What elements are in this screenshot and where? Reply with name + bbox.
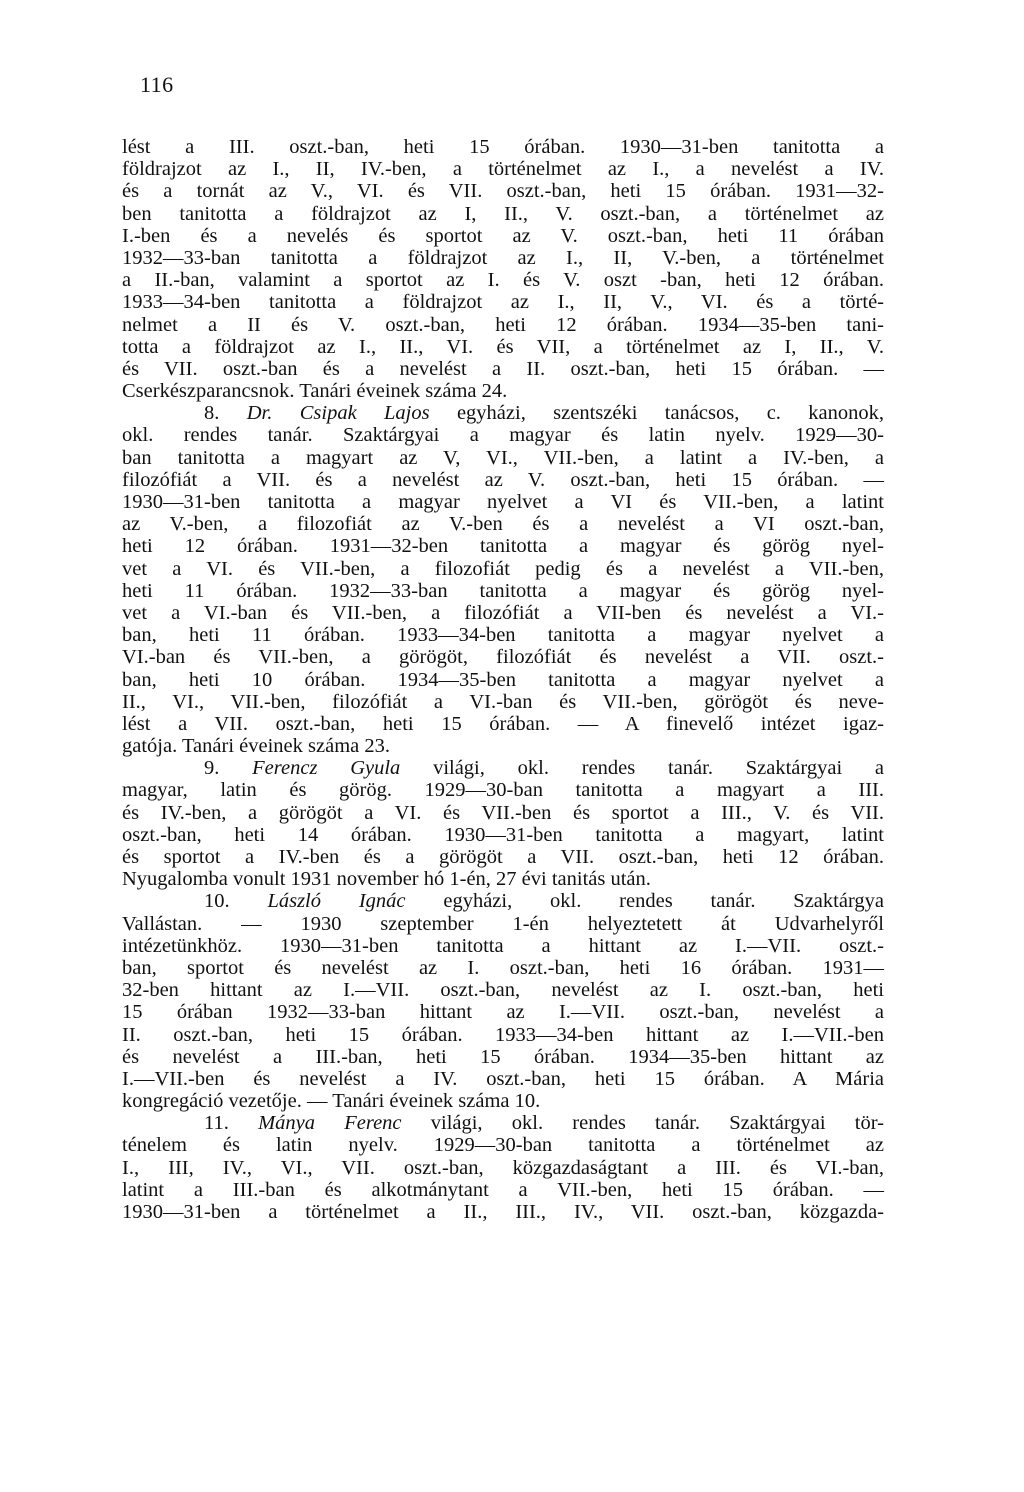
entry-heading-line [122, 402, 884, 424]
text-line: és a tornát az V., VI. és VII. oszt.-ban, heti 15 órában. 1931—32- [122, 180, 884, 203]
text-line: és sportot a IV.-ben és a görögöt a VII. oszt.-ban, heti 12 órában. [122, 846, 884, 868]
text-line: 1930—31-ben a történelmet a II., III., IV., VII. oszt.-ban, közgazda- [122, 1201, 884, 1223]
text-line: és IV.-ben, a görögöt a VI. és VII.-ben és sportot a III., V. és VII. [122, 801, 884, 824]
text-line: és nevelést a III.-ban, heti 15 órában. 1934—35-ben hittant az [122, 1045, 884, 1068]
text-line: Vallástan. — 1930 szeptember 1-én helyeztetett át Udvarhelyről [122, 912, 884, 935]
text-line: magyar, latin és görög. 1929—30-ban tanitotta a magyart a III. [122, 779, 884, 802]
text-line: Cserkészparancsnok. Tanári éveinek száma 24. [122, 380, 508, 403]
text-line: ben tanitotta a földrajzot az I, II., V. oszt.-ban, a történelmet az [122, 202, 884, 225]
text-line: 1933—34-ben tanitotta a földrajzot az I., II, V., VI. és a törté- [122, 291, 884, 314]
teacher-name: Mánya Ferenc [258, 1112, 402, 1135]
text-line: az V.-ben, a filozofiát az V.-ben és a nevelést a VI oszt.-ban, [122, 513, 884, 536]
entry-number: 8. [204, 402, 247, 425]
text-line: 1930—31-ben tanitotta a magyar nyelvet a VI és VII.-ben, a latint [122, 491, 884, 513]
teacher-name: László Ignác [267, 890, 406, 913]
text-line: ban tanitotta a magyart az V, VI., VII.-ben, a latint a IV.-ben, a [122, 446, 884, 469]
text-line: I.-ben és a nevelés és sportot az V. oszt.-ban, heti 11 órában [122, 224, 884, 247]
text-line: oszt.-ban, heti 14 órában. 1930—31-ben tanitotta a magyart, latint [122, 823, 884, 846]
text-line: nelmet a II és V. oszt.-ban, heti 12 órában. 1934—35-ben tani- [122, 313, 884, 336]
entry-text: egyházi, szentszéki tanácsos, c. kanonok, [429, 402, 885, 425]
text-line: földrajzot az I., II, IV.-ben, a történelmet az I., a nevelést a IV. [122, 158, 884, 181]
text-line: intézetünkhöz. 1930—31-ben tanitotta a hittant az I.—VII. oszt.- [122, 934, 884, 957]
entry-heading-line [122, 890, 884, 912]
text-line: totta a földrajzot az I., II., VI. és VII, a történelmet az I, II., V. [122, 335, 884, 358]
text-line: II., VI., VII.-ben, filozófiát a VI.-ban és VII.-ben, görögöt és neve- [122, 690, 884, 713]
text-line: és VII. oszt.-ban és a nevelést a II. oszt.-ban, heti 15 órában. — [122, 357, 884, 380]
text-line: vet a VI.-ban és VII.-ben, a filozófiát a VII-ben és nevelést a VI.- [122, 601, 884, 624]
text-line: Nyugalomba vonult 1931 november hó 1-én, 27 évi tanitás után. [122, 868, 651, 891]
text-line: II. oszt.-ban, heti 15 órában. 1933—34-ben hittant az I.—VII.-ben [122, 1023, 884, 1046]
text-line: a II.-ban, valamint a sportot az I. és V. oszt -ban, heti 12 órában. [122, 269, 884, 292]
text-line: lést a III. oszt.-ban, heti 15 órában. 1930—31-ben tanitotta a [122, 136, 884, 158]
text-line: vet a VI. és VII.-ben, a filozofiát pedig és a nevelést a VII.-ben, [122, 557, 884, 580]
entry-heading-line [122, 1112, 884, 1134]
text-line: 15 órában 1932—33-ban hittant az I.—VII. oszt.-ban, nevelést a [122, 1001, 884, 1024]
entry-number: 11. [204, 1112, 259, 1135]
page-number: 116 [140, 72, 174, 97]
text-line: lést a VII. oszt.-ban, heti 15 órában. — A finevelő intézet igaz- [122, 712, 884, 735]
text-line: I., III, IV., VI., VII. oszt.-ban, közgazdaságtant a III. és VI.-ban, [122, 1156, 884, 1179]
entry-text: egyházi, okl. rendes tanár. Szaktárgya [405, 890, 884, 913]
entry-heading-line [122, 757, 884, 779]
entry-text: világi, okl. rendes tanár. Szaktárgyai a [400, 757, 885, 780]
entry-number: 9. [204, 757, 253, 780]
document-body [122, 136, 884, 1223]
teacher-name: Dr. Csipak Lajos [246, 402, 430, 425]
text-line: 1932—33-ban tanitotta a földrajzot az I., II, V.-ben, a történelmet [122, 246, 884, 269]
text-line: ban, sportot és nevelést az I. oszt.-ban, heti 16 órában. 1931— [122, 956, 884, 979]
text-line: heti 11 órában. 1932—33-ban tanitotta a magyar és görög nyel- [122, 579, 884, 602]
text-line: filozófiát a VII. és a nevelést az V. oszt.-ban, heti 15 órában. — [122, 468, 884, 491]
text-line: kongregáció vezetője. — Tanári éveinek száma 10. [122, 1090, 541, 1113]
entry-text: világi, okl. rendes tanár. Szaktárgyai tör- [401, 1112, 884, 1135]
text-line: ban, heti 10 órában. 1934—35-ben tanitotta a magyar nyelvet a [122, 668, 884, 691]
text-line: 32-ben hittant az I.—VII. oszt.-ban, nevelést az I. oszt.-ban, heti [122, 979, 884, 1002]
text-line: VI.-ban és VII.-ben, a görögöt, filozófiát és nevelést a VII. oszt.- [122, 646, 884, 669]
text-line: I.—VII.-ben és nevelést a IV. oszt.-ban, heti 15 órában. A Mária [122, 1067, 884, 1090]
text-line: ban, heti 11 órában. 1933—34-ben tanitotta a magyar nyelvet a [122, 624, 884, 647]
teacher-name: Ferencz Gyula [252, 757, 401, 780]
text-line: ténelem és latin nyelv. 1929—30-ban tanitotta a történelmet az [122, 1134, 884, 1157]
text-line: latint a III.-ban és alkotmánytant a VII.-ben, heti 15 órában. — [122, 1178, 884, 1201]
text-line: heti 12 órában. 1931—32-ben tanitotta a magyar és görög nyel- [122, 535, 884, 558]
text-line: okl. rendes tanár. Szaktárgyai a magyar és latin nyelv. 1929—30- [122, 424, 884, 447]
entry-number: 10. [204, 890, 268, 913]
text-line: gatója. Tanári éveinek száma 23. [122, 735, 390, 758]
